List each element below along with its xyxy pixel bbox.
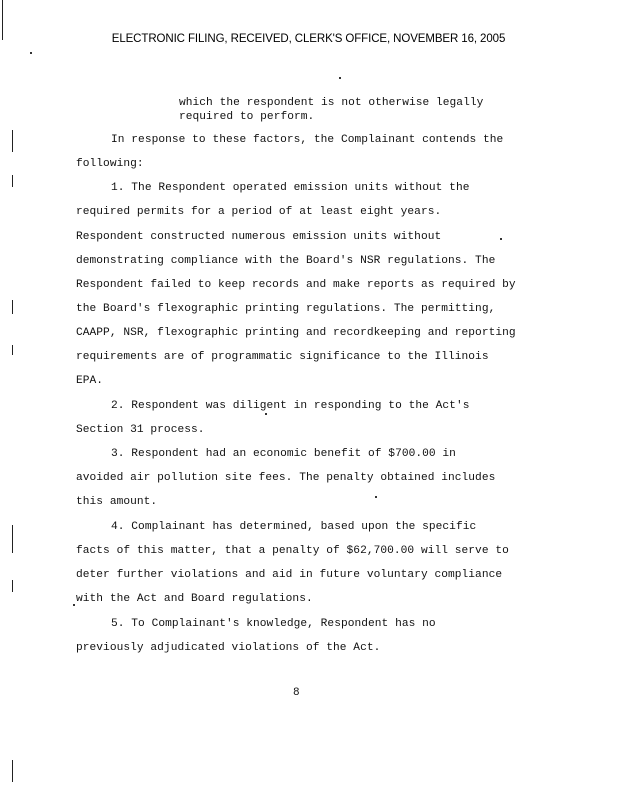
scan-mark	[12, 760, 13, 782]
body-line: 5. To Complainant's knowledge, Respondent has no	[111, 618, 436, 630]
scan-speck	[73, 604, 75, 606]
body-line: previously adjudicated violations of the Act.	[76, 642, 381, 654]
body-line: In response to these factors, the Complainant contends the	[111, 134, 504, 146]
body-line: facts of this matter, that a penalty of $62,700.00 will serve to	[76, 545, 509, 557]
body-line: Respondent failed to keep records and make reports as required by	[76, 279, 516, 291]
scan-mark	[12, 580, 13, 592]
body-line: deter further violations and aid in future voluntary compliance	[76, 569, 503, 581]
scan-mark	[12, 525, 13, 553]
scan-speck	[375, 496, 377, 498]
body-line: with the Act and Board regulations.	[76, 593, 313, 605]
body-line: 4. Complainant has determined, based upon the specific	[111, 521, 477, 533]
body-line: avoided air pollution site fees. The penalty obtained includes	[76, 472, 496, 484]
scan-speck	[30, 52, 32, 54]
scan-mark	[12, 130, 13, 152]
scan-speck	[339, 77, 341, 79]
body-line: 3. Respondent had an economic benefit of $700.00 in	[111, 448, 456, 460]
scan-speck	[500, 238, 502, 240]
scan-speck	[265, 413, 267, 415]
scan-mark	[12, 345, 13, 355]
body-line: following:	[76, 158, 144, 170]
electronic-filing-header: ELECTRONIC FILING, RECEIVED, CLERK'S OFFICE, NOVEMBER 16, 2005	[111, 33, 506, 45]
scan-mark	[2, 0, 3, 40]
page-number: 8	[293, 687, 300, 699]
body-line: this amount.	[76, 496, 158, 508]
body-line: Section 31 process.	[76, 424, 205, 436]
body-line: the Board's flexographic printing regulations. The permitting,	[76, 303, 496, 315]
scan-mark	[12, 300, 13, 314]
body-line: 1. The Respondent operated emission units without the	[111, 182, 470, 194]
body-line: CAAPP, NSR, flexographic printing and recordkeeping and reporting	[76, 327, 516, 339]
body-line: required to perform.	[179, 111, 315, 123]
body-line: Respondent constructed numerous emission units without	[76, 231, 442, 243]
body-line: which the respondent is not otherwise legally	[179, 97, 484, 109]
body-line: requirements are of programmatic significance to the Illinois	[76, 351, 489, 363]
body-line: required permits for a period of at least eight years.	[76, 206, 442, 218]
body-line: demonstrating compliance with the Board's NSR regulations. The	[76, 255, 496, 267]
scan-mark	[12, 175, 13, 187]
body-line: EPA.	[76, 375, 104, 387]
body-line: 2. Respondent was diligent in responding to the Act's	[111, 400, 470, 412]
